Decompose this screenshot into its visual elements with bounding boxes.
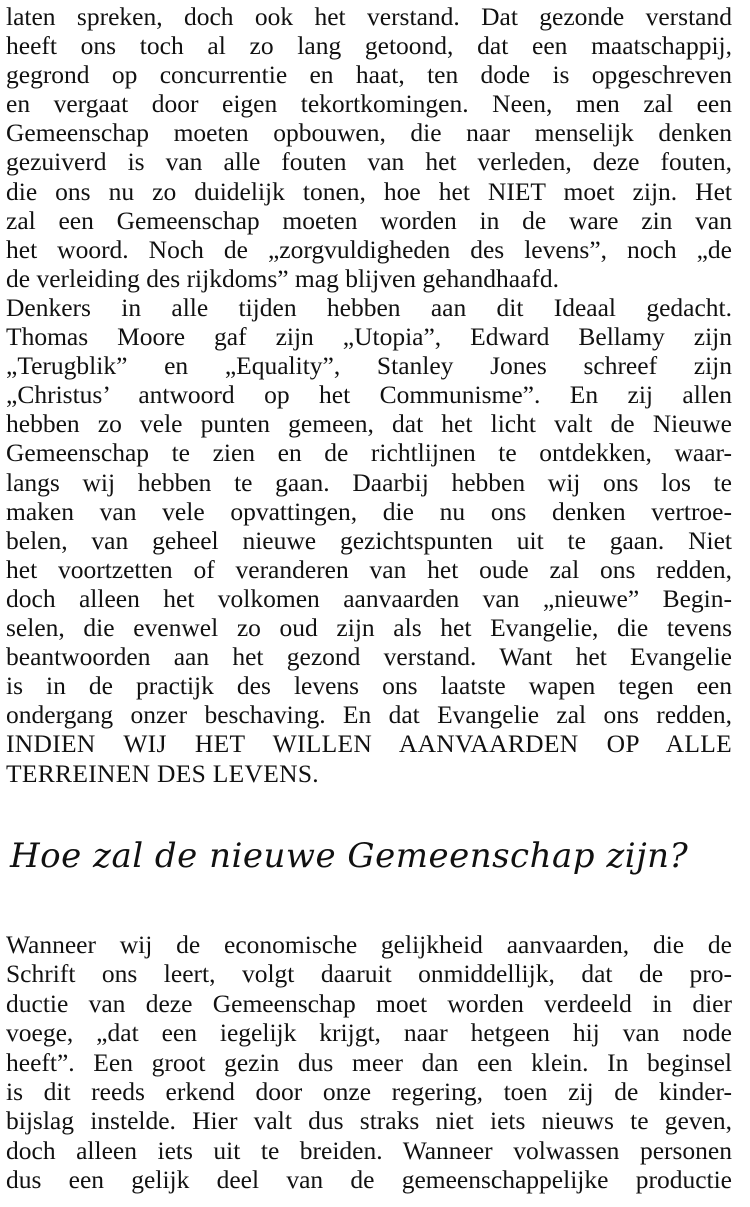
text-line: gezuiverd is van alle fouten van het verleden, deze fouten,	[6, 147, 732, 177]
text-line: Schrift ons leert, volgt daaruit onmiddellijk, dat de pro-	[6, 959, 732, 989]
text-line: heeft ons toch al zo lang getoond, dat een maatschappij,	[6, 31, 732, 61]
text-line: dus een gelijk deel van de gemeenschappelijke productie	[6, 1165, 732, 1195]
text-line: heeft”. Een groot gezin dus meer dan een klein. In beginsel	[6, 1047, 732, 1077]
text-line: doch alleen iets uit te breiden. Wanneer volwassen personen	[6, 1135, 732, 1165]
paragraph-1	[6, 2, 732, 293]
text-line: maken van vele opvattingen, die nu ons denken vertroe-	[6, 496, 732, 526]
text-line: zal een Gemeenschap moeten worden in de ware zin van	[6, 205, 732, 235]
text-line: die ons nu zo duidelijk tonen, hoe het NIET moet zijn. Het	[6, 176, 732, 206]
text-line: ondergang onzer beschaving. En dat Evangelie zal ons redden,	[6, 700, 732, 730]
text-line: Wanneer wij de economische gelijkheid aanvaarden, die de	[6, 930, 732, 959]
text-line: bijslag instelde. Hier valt dus straks niet iets nieuws te geven,	[6, 1106, 732, 1136]
text-line: laten spreken, doch ook het verstand. Dat gezonde verstand	[6, 2, 732, 31]
text-line: Gemeenschap te zien en de richtlijnen te ontdekken, waar-	[6, 438, 732, 468]
text-line: beantwoorden aan het gezond verstand. Want het Evangelie	[6, 642, 732, 672]
text-line: INDIEN WIJ HET WILLEN AANVAARDEN OP ALLE	[6, 729, 732, 759]
text-line: en vergaat door eigen tekortkomingen. Neen, men zal een	[6, 89, 732, 119]
text-line: belen, van geheel nieuwe gezichtspunten uit te gaan. Niet	[6, 525, 732, 555]
text-line: Thomas Moore gaf zijn „Utopia”, Edward Bellamy zijn	[6, 322, 732, 352]
text-line: langs wij hebben te gaan. Daarbij hebben wij ons los te	[6, 467, 732, 497]
text-line: „Terugblik” en „Equality”, Stanley Jones schreef zijn	[6, 351, 732, 381]
text-line: gegrond op concurrentie en haat, ten dode is opgeschreven	[6, 60, 732, 90]
text-line: is dit reeds erkend door onze regering, toen zij de kinder-	[6, 1076, 732, 1106]
text-line: „Christus’ antwoord op het Communisme”. En zij allen	[6, 380, 732, 410]
text-line: de verleiding des rijkdoms” mag blijven gehandhaafd.	[6, 263, 560, 293]
text-line: hebben zo vele punten gemeen, dat het licht valt de Nieuwe	[6, 409, 732, 439]
text-line: selen, die evenwel zo oud zijn als het Evangelie, die tevens	[6, 613, 732, 643]
text-line: voege, „dat een iegelijk krijgt, naar hetgeen hij van node	[6, 1018, 732, 1048]
paragraph-2	[6, 293, 732, 788]
text-line: het woord. Noch de „zorgvuldigheden des levens”, noch „de	[6, 234, 732, 264]
text-line: het voortzetten of veranderen van het oude zal ons redden,	[6, 554, 732, 584]
text-line: Gemeenschap moeten opbouwen, die naar menselijk denken	[6, 118, 732, 148]
text-line: Denkers in alle tijden hebben aan dit Ideaal gedacht.	[6, 293, 732, 322]
text-line: ductie van deze Gemeenschap moet worden verdeeld in dier	[6, 988, 732, 1018]
paragraph-3	[6, 930, 732, 1195]
text-line: doch alleen het volkomen aanvaarden van „nieuwe” Begin-	[6, 583, 732, 613]
text-line: TERREINEN DES LEVENS.	[6, 758, 319, 788]
section-heading: Hoe zal de nieuwe Gemeenschap zijn?	[10, 836, 689, 876]
text-line: is in de practijk des levens ons laatste wapen tegen een	[6, 671, 732, 701]
